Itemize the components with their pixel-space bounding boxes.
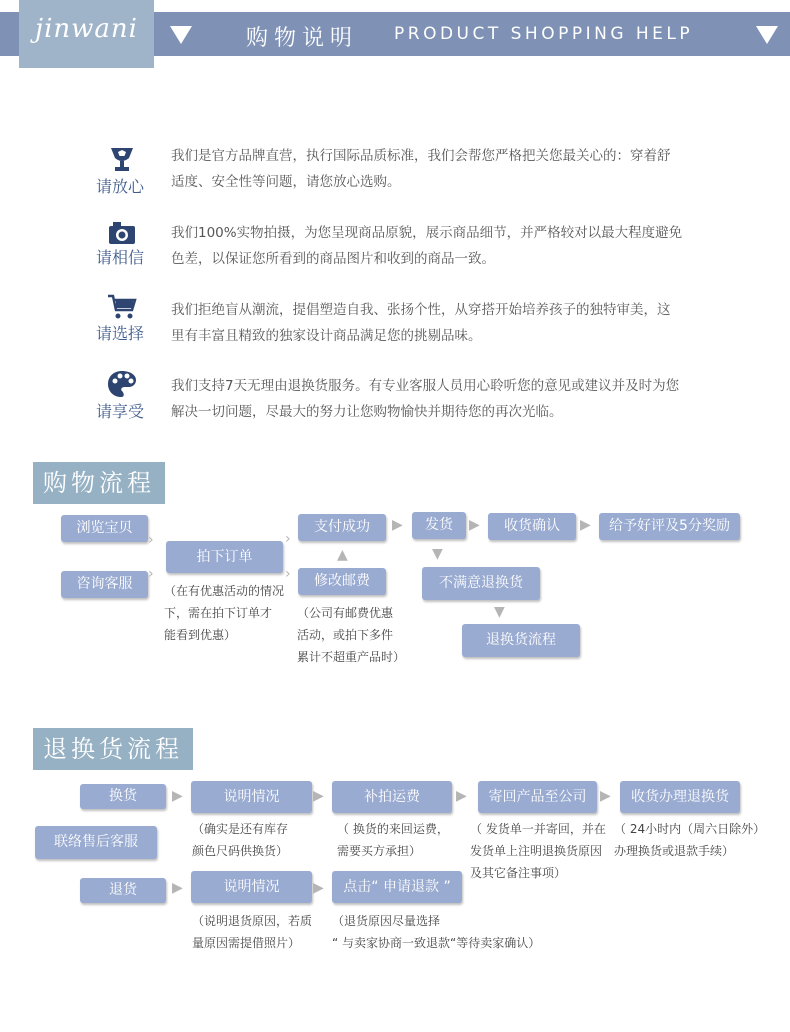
promise-label: 请享受: [95, 402, 144, 421]
palette-icon: [107, 369, 137, 399]
promise-text: 我们拒绝盲从潮流，提倡塑造自我、张扬个性，从穿搭开始培养孩子的独特审美，这 里有丰富且精致的独家设计商品满足您的挑剔品味。: [171, 302, 671, 344]
flow-step-order: 拍下订单: [166, 541, 283, 573]
header-title-en: PRODUCT SHOPPING HELP: [394, 24, 694, 44]
arrow-right-icon: ▶: [580, 517, 591, 533]
arrow-right-icon: ›: [285, 566, 291, 582]
arrow-right-icon: ▶: [469, 517, 480, 533]
brand-logo: jinwani: [35, 14, 138, 44]
promise-text: 我们100%实物拍摄，为您呈现商品原貌，展示商品细节，并严格较对以最大程度避免 色差，以保证您所看到的商品图片和收到的商品一致。: [171, 225, 683, 267]
trophy-icon: [107, 145, 137, 175]
note-explain2: （说明退货原因，若质 量原因需提借照片）: [192, 914, 313, 950]
flow-step-process: 收货办理退换货: [620, 781, 740, 813]
flow-step-modify-postage: 修改邮费: [298, 568, 386, 595]
flow-step-pay: 支付成功: [298, 514, 386, 541]
note-postage: （公司有邮费优惠 活动，或拍下多件 累计不超重产品时）: [297, 606, 406, 664]
promise-text: 我们支持7天无理由退换货服务。有专业客服人员用心聆听您的意见或建议并及时为您 解决一切问题，尽最大的努力让您购物愉快并期待您的再次光临。: [171, 378, 680, 420]
triangle-down-icon: [756, 26, 778, 44]
cart-icon: [107, 292, 137, 322]
note-order: （在有优惠活动的情况 下，需在拍下订单才 能看到优惠）: [164, 584, 285, 642]
note-process: （ 24小时内（周六日除外） 办理换货或退款手续）: [614, 822, 766, 858]
arrow-right-icon: ▶: [313, 880, 324, 896]
section-title-shopping-flow: 购物流程: [33, 462, 165, 504]
arrow-right-icon: ›: [148, 566, 154, 582]
flow-step-contact: 联络售后客服: [35, 826, 157, 859]
arrow-up-icon: ▲: [337, 547, 348, 563]
flow-step-consult: 咨询客服: [61, 571, 148, 598]
flow-step-return-flow: 退换货流程: [462, 624, 580, 657]
note-send: （ 发货单一并寄回，并在 发货单上注明退换货原因 及其它备注事项）: [470, 822, 606, 880]
triangle-down-icon: [170, 26, 192, 44]
arrow-down-icon: ▼: [494, 604, 505, 620]
flow-step-explain: 说明情况: [191, 781, 312, 813]
flow-step-confirm: 收货确认: [488, 513, 576, 540]
arrow-right-icon: ▶: [313, 788, 324, 804]
promise-label: 请相信: [95, 248, 144, 267]
arrow-right-icon: ›: [148, 532, 154, 548]
flow-step-browse: 浏览宝贝: [61, 515, 148, 542]
flow-step-review: 给予好评及5分奖励: [599, 513, 740, 540]
flow-step-refund: 退货: [80, 878, 166, 903]
note-repay: （ 换货的来回运费， 需要买方承担）: [337, 822, 449, 858]
flow-step-send-back: 寄回产品至公司: [478, 781, 597, 813]
arrow-right-icon: ▶: [172, 880, 183, 896]
arrow-right-icon: ▶: [172, 788, 183, 804]
promise-label: 请选择: [95, 324, 144, 343]
flow-step-ship: 发货: [412, 512, 466, 539]
promise-label: 请放心: [95, 177, 144, 196]
promise-text: 我们是官方品牌直营，执行国际品质标准，我们会帮您严格把关您最关心的：穿着舒 适度、安全性等问题，请您放心选购。: [171, 148, 671, 190]
flow-step-explain2: 说明情况: [191, 871, 312, 903]
arrow-right-icon: ›: [285, 531, 291, 547]
flow-step-repay-shipping: 补拍运费: [332, 781, 452, 813]
arrow-right-icon: ▶: [392, 517, 403, 533]
note-explain: （确实是还有库存 颜色尺码供换货）: [192, 822, 289, 858]
flow-step-exchange: 换货: [80, 784, 166, 809]
arrow-down-icon: ▼: [432, 546, 443, 562]
arrow-right-icon: ▶: [456, 788, 467, 804]
flow-step-unsatisfied: 不满意退换货: [422, 567, 540, 600]
arrow-right-icon: ▶: [600, 788, 611, 804]
section-title-return-flow: 退换货流程: [33, 728, 193, 770]
header-title-cn: 购物说明: [246, 26, 359, 51]
note-apply: （退货原因尽量选择 “ 与卖家协商一致退款“等待卖家确认）: [332, 914, 541, 950]
flow-step-apply-refund: 点击“ 申请退款 ”: [332, 871, 462, 903]
